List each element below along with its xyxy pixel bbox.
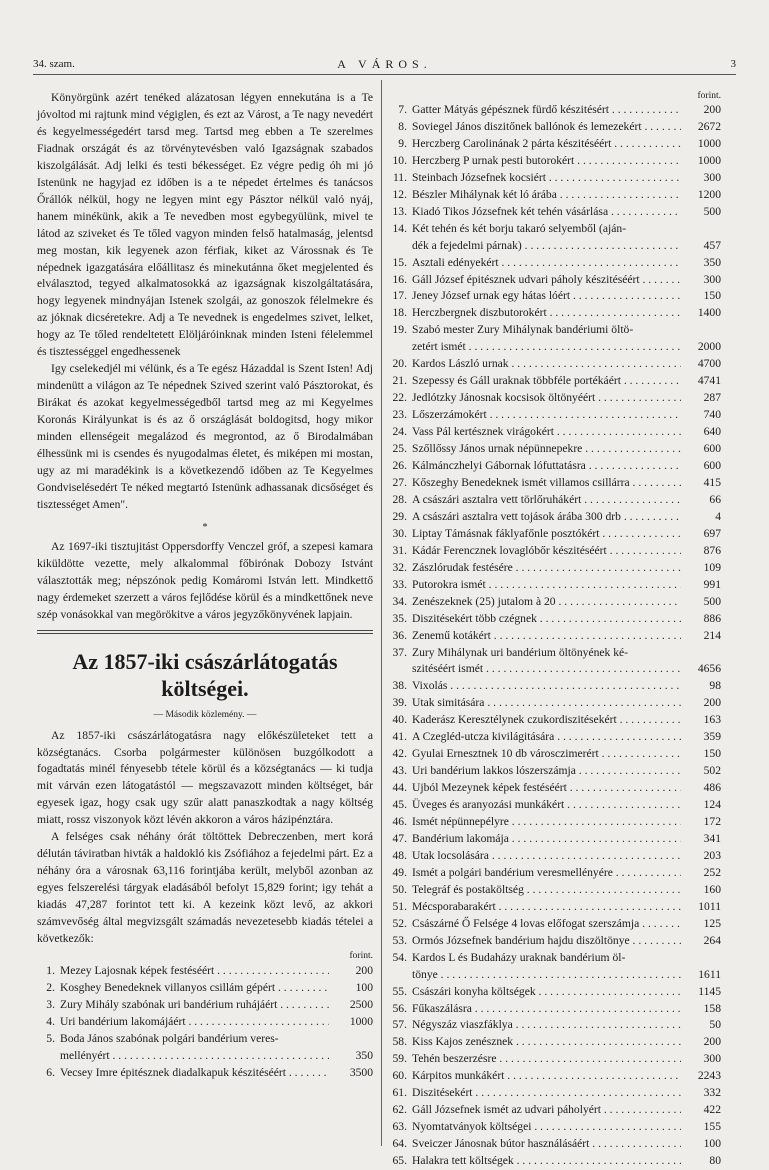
expense-description: Négyszáz viaszfáklya . . . (412, 1017, 681, 1034)
expense-row (387, 204, 721, 221)
expense-row (387, 628, 721, 645)
expense-items-left (37, 963, 373, 1082)
expense-number: 38. (392, 679, 407, 693)
expense-description: Diszitésekért több czégnek . . . (412, 611, 681, 628)
expense-row (387, 1136, 721, 1153)
expense-row (387, 882, 721, 899)
election-paragraph: Az 1697-iki tisztujitást Oppersdorffy Venczel gróf, a szepesi kamara kiküldötte vezette, mely alkalommal főbirónak Dobozy Istvánt választották meg; népszónok pedig Komáromi István lett. Mindkettő nagy érdemeket szerzett a város fejlődése körül és a mindkettőnek neve szép vonásokkal van megörökitve a város jegyzőkönyvének lapjain. (37, 539, 373, 621)
expense-row (387, 560, 721, 577)
expense-number: 53. (392, 933, 407, 947)
expense-row (37, 1048, 373, 1065)
expense-number: 40. (392, 713, 407, 727)
expense-description: Szőllőssy János urnak népünnepekre . . . (412, 441, 681, 458)
expense-description: tönye . . . (412, 967, 681, 984)
article-paragraph-2: A felséges csak néhány órát töltöttek Debreczenben, mert korá délután táviratban hivták a haldokló kis Zsófiához a fejedelmi párt. Ez a néhány óra a városnak 63,116 forintjába került, melyből azonban az egyes felszerelési tárgyak eladásából befolyt 15,829 forint; igy tehát a kiadás 47,287 forintot tett ki. A kezeink közt levő, az akkori számvevőség által megvizsgált számadás nevezetesebb kiadás tételei a következők: (37, 830, 373, 945)
expense-description: Kádár Ferencznek lovaglóbőr készitéséért . . . (412, 543, 681, 560)
expense-description: Gyulai Ernesztnek 10 db városczimerért . . . (412, 746, 681, 763)
expense-number: 21. (392, 374, 407, 388)
expense-description: Herczberg P urnak pesti butorokért . . . (412, 153, 681, 170)
expense-amount: 214 (703, 628, 721, 642)
expense-amount: 109 (703, 560, 721, 574)
expense-description: A császári asztalra vett törlőruhákért . . . (412, 492, 681, 509)
expense-amount: 1145 (698, 984, 721, 998)
expense-row (387, 814, 721, 831)
expense-number: 59. (392, 1052, 407, 1066)
expense-number: 2. (46, 980, 55, 994)
expense-number: 29. (392, 509, 407, 523)
expense-amount: 1200 (697, 187, 721, 201)
expense-description: Utak simitására . . . (412, 695, 681, 712)
expense-description: Zenészeknek (25) jutalom à 20 . . . (412, 594, 681, 611)
expense-description: Liptay Támásnak fáklyafőnle posztókért . . . (412, 526, 681, 543)
expense-description: Zászlórudak festésére . . . (412, 560, 681, 577)
expense-description: Kiadó Tikos Józsefnek két tehén vásárlása . . . (412, 204, 681, 221)
expense-row (387, 509, 721, 526)
expense-row (387, 424, 721, 441)
expense-amount: 697 (703, 526, 721, 540)
expense-description: Asztali edényekért . . . (412, 255, 681, 272)
expense-amount: 4700 (697, 357, 721, 371)
expense-amount: 1000 (697, 153, 721, 167)
expense-amount: 4741 (697, 374, 721, 388)
expense-number: 34. (392, 594, 407, 608)
expense-row (387, 1034, 721, 1051)
expense-row (387, 255, 721, 272)
expense-description: Uri bandérium lakomájáért . . . (60, 1014, 329, 1031)
expense-description: Ismét népünnepélyre . . . (412, 814, 681, 831)
expense-description: Fűkaszálásra . . . (412, 1001, 681, 1018)
expense-row (387, 322, 721, 339)
prayer-paragraph-2: Igy cselekedjél mi vélünk, és a Te egész Házaddal is Szent Isten! Adj mindenütt a világon az Te népednek Szived szerint való Pásztorokat, és Birákat és azokat kegyelmességedből tartsd meg az mi Kegyelmes Koronás Királyunkat is és az ő országlását boldogitsd, hogy mikor minden ellenségeit megalázod és megrontod, az ő Birodalmában élhessünk mi is csendes és nyugodalmas életet, és miképen mi mostan, ugy az mi maradékink is a következendő időben az Te Kegyelmes Gondviselésedért Te néked megtartó Istenünk adhassanak dicsőséget és tisztességet Amen". (37, 362, 373, 511)
expense-number: 9. (398, 136, 407, 150)
expense-description: Ormós Józsefnek bandérium hajdu diszöltönye . . . (412, 933, 681, 950)
expense-amount: 80 (709, 1154, 721, 1168)
expense-number: 3. (46, 997, 55, 1011)
expense-row (387, 678, 721, 695)
expense-amount: 1000 (697, 136, 721, 150)
expense-amount: 502 (703, 764, 721, 778)
expense-row (387, 661, 721, 678)
expense-row (37, 980, 373, 997)
expense-number: 62. (392, 1103, 407, 1117)
expense-amount: 155 (703, 1120, 721, 1134)
expense-amount: 500 (703, 204, 721, 218)
expense-row (387, 1001, 721, 1018)
expense-amount: 740 (703, 408, 721, 422)
expense-row (37, 963, 373, 980)
issue-number: 34. szam. (33, 58, 75, 70)
expense-number: 37. (392, 645, 407, 659)
expense-amount: 359 (703, 730, 721, 744)
expense-amount: 1011 (698, 899, 721, 913)
expense-row (387, 1068, 721, 1085)
expense-amount: 150 (703, 747, 721, 761)
expense-row (387, 441, 721, 458)
column-divider (381, 80, 382, 1146)
currency-header: forint. (349, 950, 373, 961)
expense-row (387, 543, 721, 560)
expense-description: Ismét a polgári bandérium veresmellényére . . . (412, 865, 681, 882)
expense-row (387, 272, 721, 289)
expense-number: 19. (392, 323, 407, 337)
expense-description: Császári konyha költségek . . . (412, 984, 681, 1001)
expense-items-right (387, 102, 721, 1170)
expense-row (387, 373, 721, 390)
expense-row (387, 102, 721, 119)
expense-row (387, 695, 721, 712)
expense-description: zetért ismét . . . (412, 339, 681, 356)
expense-row (387, 899, 721, 916)
expense-description: Soviegel János diszitőnek ballónok és lemezekért . . . (412, 119, 681, 136)
expense-number: 58. (392, 1035, 407, 1049)
expense-number: 1. (46, 963, 55, 977)
expense-description: Telegráf és postaköltség . . . (412, 882, 681, 899)
expense-number: 51. (392, 899, 407, 913)
expense-amount: 252 (703, 865, 721, 879)
expense-description: Két tehén és két borju takaró selyemből (aján- (412, 221, 627, 235)
expense-amount: 415 (703, 475, 721, 489)
expense-amount: 886 (703, 611, 721, 625)
expense-description: Bészler Mihálynak két ló árába . . . (412, 187, 681, 204)
expense-number: 5. (46, 1031, 55, 1045)
article-title (37, 648, 373, 702)
expense-number: 44. (392, 781, 407, 795)
expense-description: Nyomtatványok költségei . . . (412, 1119, 681, 1136)
expense-amount: 264 (703, 933, 721, 947)
expense-number: 15. (392, 255, 407, 269)
expense-amount: 163 (703, 713, 721, 727)
expense-row (387, 1017, 721, 1034)
expense-amount: 2000 (697, 340, 721, 354)
expense-amount: 457 (703, 238, 721, 252)
expense-amount: 350 (355, 1048, 373, 1062)
expense-description: Zury Mihálynak uri bandérium öltönyének ké- (412, 645, 629, 659)
expense-description: Kárpitos munkákért . . . (412, 1068, 681, 1085)
expense-amount: 2672 (697, 119, 721, 133)
expense-row (387, 848, 721, 865)
expense-number: 24. (392, 425, 407, 439)
expense-row (387, 288, 721, 305)
expense-number: 20. (392, 357, 407, 371)
expense-amount: 200 (703, 696, 721, 710)
expense-row (387, 780, 721, 797)
expense-number: 45. (392, 798, 407, 812)
expense-number: 57. (392, 1018, 407, 1032)
expense-number: 7. (398, 103, 407, 116)
expense-description: A Czegléd-utcza kivilágitására . . . (412, 729, 681, 746)
expense-amount: 200 (355, 963, 373, 977)
expense-amount: 66 (709, 492, 721, 506)
expense-amount: 422 (703, 1103, 721, 1117)
expense-number: 54. (392, 950, 407, 964)
expense-description: Jedlótzky Jánosnak kocsisok öltönyéért . . . (412, 390, 681, 407)
expense-row (387, 967, 721, 984)
expense-description: Zury Mihály szabónak uri bandérium ruhájáért . . . (60, 997, 329, 1014)
expense-number: 25. (392, 442, 407, 456)
expense-row (387, 594, 721, 611)
expense-description: Jeney József urnak egy hátas lóért . . . (412, 288, 681, 305)
expense-number: 36. (392, 628, 407, 642)
expense-amount: 1000 (349, 1014, 373, 1028)
expense-amount: 4656 (697, 662, 721, 676)
expense-row (387, 916, 721, 933)
expense-row (387, 153, 721, 170)
expense-row (387, 611, 721, 628)
expense-number: 41. (392, 730, 407, 744)
page-header (33, 58, 736, 75)
expense-amount: 287 (703, 391, 721, 405)
expense-amount: 1400 (697, 306, 721, 320)
expense-amount: 341 (703, 831, 721, 845)
expense-number: 27. (392, 475, 407, 489)
expense-number: 50. (392, 882, 407, 896)
expense-amount: 98 (709, 679, 721, 693)
article-title-line-1: Az 1857-iki császárlátogatás (72, 648, 338, 674)
expense-number: 64. (392, 1137, 407, 1151)
expense-row (387, 984, 721, 1001)
expense-description: Herczbergnek diszbutorokért . . . (412, 305, 681, 322)
expense-row (387, 950, 721, 967)
expense-row (387, 170, 721, 187)
expense-description: Gatter Mátyás gépésznek fürdő készitésért . . . (412, 102, 681, 119)
expense-number: 6. (46, 1065, 55, 1079)
left-column (37, 90, 373, 1082)
expense-amount: 124 (703, 798, 721, 812)
expense-row (387, 136, 721, 153)
expense-number: 26. (392, 459, 407, 473)
expense-description: Ujból Mezeynek képek festéséért . . . (412, 780, 681, 797)
expense-row (387, 526, 721, 543)
expense-row (387, 763, 721, 780)
expense-amount: 125 (703, 916, 721, 930)
expense-description: Lőszerzámokért . . . (412, 407, 681, 424)
expense-row (387, 797, 721, 814)
expense-description: Kosghey Benedeknek villanyos csillám gépért . . . (60, 980, 329, 997)
expense-row (387, 1051, 721, 1068)
expense-amount: 300 (703, 1052, 721, 1066)
expense-amount: 640 (703, 425, 721, 439)
expense-number: 23. (392, 408, 407, 422)
expense-number: 12. (392, 187, 407, 201)
right-column (387, 90, 721, 1170)
expense-amount: 2243 (697, 1069, 721, 1083)
expense-number: 61. (392, 1086, 407, 1100)
expense-number: 28. (392, 492, 407, 506)
expense-description: Kiss Kajos zenésznek . . . (412, 1034, 681, 1051)
expense-amount: 50 (709, 1018, 721, 1032)
expense-number: 43. (392, 764, 407, 778)
expense-description: Mécsporabarakért . . . (412, 899, 681, 916)
expense-number: 56. (392, 1001, 407, 1015)
expense-row (387, 339, 721, 356)
expense-number: 31. (392, 543, 407, 557)
expense-description: Diszitésekért . . . (412, 1085, 681, 1102)
expense-number: 42. (392, 747, 407, 761)
expense-description: Üveges és aranyozási munkákért . . . (412, 797, 681, 814)
expense-number: 47. (392, 831, 407, 845)
expense-number: 65. (392, 1154, 407, 1168)
expense-amount: 300 (703, 170, 721, 184)
expense-description: Herczberg Carolinának 2 párta készitéséért . . . (412, 136, 681, 153)
expense-row (387, 933, 721, 950)
expense-description: szitéséért ismét . . . (412, 661, 681, 678)
expense-row (387, 221, 721, 238)
expense-number: 60. (392, 1069, 407, 1083)
expense-number: 33. (392, 577, 407, 591)
expense-amount: 1611 (698, 967, 721, 981)
expense-number: 8. (398, 119, 407, 133)
expense-row (387, 712, 721, 729)
expense-row (387, 356, 721, 373)
expense-row (387, 1153, 721, 1170)
expense-number: 30. (392, 526, 407, 540)
expense-description: Halakra tett költségek . . . (412, 1153, 681, 1170)
expense-description: A császári asztalra vett tojások árába 300 drb . . . (412, 509, 681, 526)
article-divider (37, 630, 373, 634)
expense-row (387, 746, 721, 763)
expense-list-left (37, 950, 373, 1082)
expense-amount: 2500 (349, 997, 373, 1011)
expense-number: 49. (392, 865, 407, 879)
expense-number: 10. (392, 153, 407, 167)
expense-number: 4. (46, 1014, 55, 1028)
expense-description: Vixolás . . . (412, 678, 681, 695)
expense-row (387, 119, 721, 136)
expense-row (37, 1031, 373, 1048)
expense-amount: 3500 (349, 1065, 373, 1079)
expense-row (387, 1102, 721, 1119)
expense-amount: 486 (703, 781, 721, 795)
expense-row (387, 1119, 721, 1136)
expense-amount: 160 (703, 882, 721, 896)
expense-description: Boda János szabónak polgári bandérium veres- (60, 1031, 279, 1045)
expense-description: mellényért . . . (60, 1048, 329, 1065)
page-number: 3 (730, 58, 736, 70)
expense-amount: 100 (355, 980, 373, 994)
expense-amount: 203 (703, 848, 721, 862)
expense-row (387, 458, 721, 475)
section-separator: * (202, 521, 208, 533)
expense-number: 18. (392, 306, 407, 320)
expense-description: Zenemű kotákért . . . (412, 628, 681, 645)
expense-number: 13. (392, 204, 407, 218)
expense-row (37, 1065, 373, 1082)
expense-description: Szepessy és Gáll uraknak többféle portékáért . . . (412, 373, 681, 390)
expense-description: Mezey Lajosnak képek festéséért . . . (60, 963, 329, 980)
expense-number: 22. (392, 391, 407, 405)
expense-row (387, 831, 721, 848)
expense-row (387, 407, 721, 424)
expense-description: Uri bandérium lakkos lószerszámja . . . (412, 763, 681, 780)
expense-number: 14. (392, 221, 407, 235)
expense-row (387, 577, 721, 594)
expense-row (387, 865, 721, 882)
expense-number: 63. (392, 1120, 407, 1134)
expense-amount: 350 (703, 255, 721, 269)
expense-row (387, 645, 721, 662)
expense-row (387, 187, 721, 204)
expense-row (37, 1014, 373, 1031)
expense-amount: 200 (703, 1035, 721, 1049)
expense-number: 11. (392, 170, 407, 184)
expense-description: Vecsey Imre épitésznek diadalkapuk készitéséért . . . (60, 1065, 329, 1082)
expense-description: Kőszeghy Benedeknek ismét villamos csillárra . . . (412, 475, 681, 492)
expense-description: Utak locsolására . . . (412, 848, 681, 865)
expense-description: Kardos L és Budaházy uraknak bandérium öl- (412, 950, 626, 964)
expense-description: Putorokra ismét . . . (412, 577, 681, 594)
expense-amount: 600 (703, 459, 721, 473)
article-subtitle: — Második közlemény. — (153, 709, 257, 720)
prayer-paragraph-1: Könyörgünk azért tenéked alázatosan légyen ennekutána is a Te jóvoltod mi rajtunk mind végiglen, és ezt az Várost, a Te nagy nevedért és kegyelmességedért tarsd meg. Tartsd meg ebben a Te szerelmes Fiadnak országát és az törvénytevésben való Igazságnak szabados kiszolgálását. Adj lelki és testi békességet. Ez végre pedig óh mi jó Istenünk ne hagyjad ez időben is a te népedet értelmes és tanácsos Őrállók nélkül, hogy ne legyen mint egy Pásztor nélkül való nyáj, hanem minékünk, akik a Te nevedben most egybegyülünk, mivel te látod az sziveket és Te tőled vagyon minden felső hatalmaság, jelentsd meg mostan, kik legyenek azon férfiak, kiket az Várossnak és Te népednek igazgatására előállitasz és minekutánna őket megjelented és elválasztod, tegyed alkalmatosokká az igazságnak kiszolgáltatására, hogy legyenek mindnyájan Istenek szolgái, az gonoszok félelmekre és az jóknak dicséretekre. Adj a Te nevednek is engedelmes szivet, lelket, hogy az Te tőled rendeltetett Elöljáróinknak minden Isteni félelemmel és tisztességgel engedhessenek (37, 91, 373, 359)
expense-row (387, 475, 721, 492)
expense-description: Kaderász Keresztélynek czukordiszitésekért . . . (412, 712, 681, 729)
expense-row (387, 305, 721, 322)
expense-amount: 991 (703, 577, 721, 591)
expense-row (387, 729, 721, 746)
expense-number: 17. (392, 289, 407, 303)
expense-row (387, 492, 721, 509)
expense-description: Gáll József épitésznek udvari páholy készitéséért . . . (412, 272, 681, 289)
expense-number: 32. (392, 560, 407, 574)
expense-amount: 172 (703, 815, 721, 829)
expense-description: Sveiczer Jánosnak bútor használásáért . . . (412, 1136, 681, 1153)
expense-description: Császárné Ő Felsége 4 lovas előfogat szerszámja . . . (412, 916, 681, 933)
expense-number: 35. (392, 611, 407, 625)
expense-description: Vass Pál kertésznek virágokért . . . (412, 424, 681, 441)
expense-number: 46. (392, 815, 407, 829)
currency-header-right: forint. (697, 91, 721, 101)
expense-description: Steinbach Józsefnek kocsiért . . . (412, 170, 681, 187)
expense-description: Kardos László urnak . . . (412, 356, 681, 373)
expense-number: 39. (392, 696, 407, 710)
expense-description: Bandérium lakomája . . . (412, 831, 681, 848)
expense-number: 52. (392, 916, 407, 930)
expense-number: 55. (392, 984, 407, 998)
expense-description: Szabó mester Zury Mihálynak bandériumi öltö- (412, 323, 634, 337)
article-title-line-2: költségei. (161, 675, 249, 701)
expense-amount: 600 (703, 442, 721, 456)
expense-description: dék a fejedelmi párnak) . . . (412, 238, 681, 255)
expense-amount: 150 (703, 289, 721, 303)
expense-number: 48. (392, 848, 407, 862)
expense-amount: 876 (703, 543, 721, 557)
article-paragraph-1: Az 1857-iki császárlátogatásra nagy előkészületeket tett a községtanács. Csorba polgármester különösen buzgólkodott a fogadtatás minél fényesebb tétele körül és a községtanács — ki tudja mit várván ezen látogatástól — megszavazott minden költséget, bár egyesek igaz, hogy csak ugy szűr alatt panaszkodtak a nagy költség miatt, rossz viszonyok közt lévén akkoron a város házipénztára. (37, 728, 373, 827)
expense-description: Kálmánczhelyi Gábornak lófuttatásra . . . (412, 458, 681, 475)
expense-amount: 100 (703, 1137, 721, 1151)
expense-amount: 500 (703, 594, 721, 608)
expense-amount: 332 (703, 1086, 721, 1100)
expense-number: 16. (392, 272, 407, 286)
expense-amount: 158 (703, 1001, 721, 1015)
expense-amount: 300 (703, 272, 721, 286)
expense-row (387, 390, 721, 407)
expense-description: Tehén beszerzésre . . . (412, 1051, 681, 1068)
expense-row (387, 238, 721, 255)
expense-amount: 4 (715, 509, 721, 523)
expense-row (387, 1085, 721, 1102)
expense-amount: 200 (703, 103, 721, 116)
expense-description: Gáll Józsefnek ismét az udvari páholyért . . . (412, 1102, 681, 1119)
expense-row (37, 997, 373, 1014)
publication-title: A VÁROS. (337, 57, 432, 71)
